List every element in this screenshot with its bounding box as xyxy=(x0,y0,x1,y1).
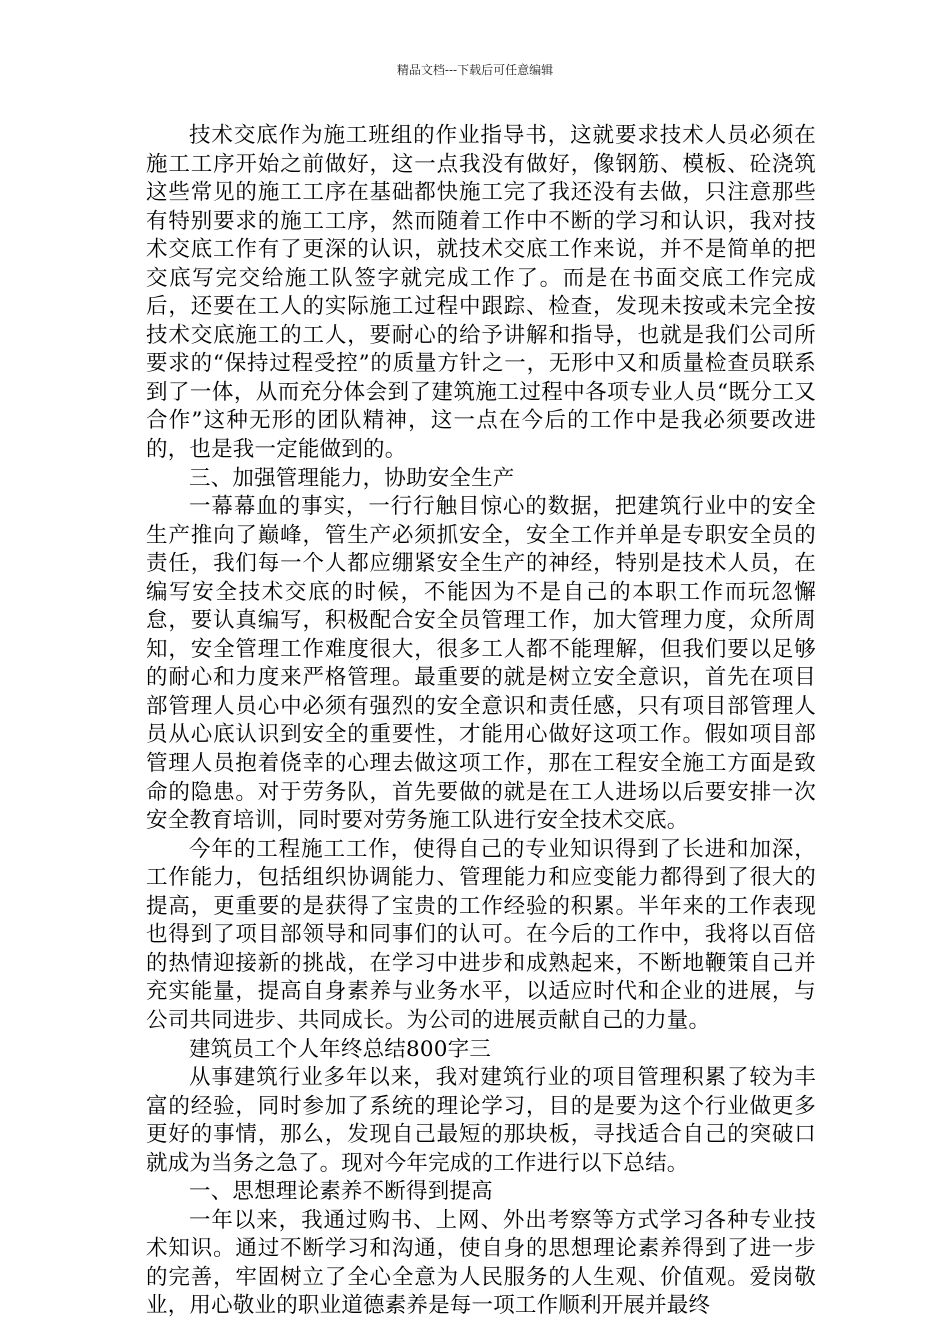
page-header: 精品文档---下载后可任意编辑 xyxy=(396,63,554,77)
paragraph-study-learning: 一年以来，我通过购书、上网、外出考察等方式学习各种专业技术知识。通过不断学习和沟通，使自身的思想理论素养得到了进一步的完善，牢固树立了全心全意为人民服务的人生观、价值观。爱岗敬业，用心敬业的职业道德素养是每一项工作顺利开展并最终 xyxy=(146,1207,816,1319)
paragraph-safety-production: 一幕幕血的事实，一行行触目惊心的数据，把建筑行业中的安全生产推向了巅峰，管生产必须抓安全，安全工作并单是专职安全员的责任，我们每一个人都应绷紧安全生产的神经，特别是技术人员，在编写安全技术交底的时候，不能因为不是自己的本职工作而玩忽懈怠，要认真编写，积极配合安全员管理工作，加大管理力度，众所周知，安全管理工作难度很大，很多工人都不能理解，但我们要以足够的耐心和力度来严格管理。最重要的就是树立安全意识，首先在项目部管理人员心中必须有强烈的安全意识和责任感，只有项目部管理人员从心底认识到安全的重要性，才能用心做好这项工作。假如项目部管理人员抱着侥幸的心理去做这项工作，那在工程安全施工方面是致命的隐患。对于劳务队，首先要做的就是在工人进场以后要安排一次安全教育培训，同时要对劳务施工队进行安全技术交底。 xyxy=(146,494,816,834)
document-body xyxy=(146,122,816,1321)
article-title-part-three: 建筑员工个人年终总结800字三 xyxy=(189,1036,492,1062)
paragraph-annual-work-summary: 今年的工程施工工作，使得自己的专业知识得到了长进和加深，工作能力，包括组织协调能力、管理能力和应变能力都得到了很大的提高，更重要的是获得了宝贵的工作经验的积累。半年来的工作表现也得到了项目部领导和同事们的认可。在今后的工作中，我将以百倍的热情迎接新的挑战，在学习中进步和成熟起来，不断地鞭策自己并充实能量，提高自身素养与业务水平，以适应时代和企业的进展，与公司共同进步、共同成长。为公司的进展贡献自己的力量。 xyxy=(146,836,816,1033)
paragraph-industry-experience: 从事建筑行业多年以来，我对建筑行业的项目管理积累了较为丰富的经验，同时参加了系统的理论学习，目的是要为这个行业做更多更好的事情，那么，发现自己最短的那块板，寻找适合自己的突破口就成为当务之急了。现对今年完成的工作进行以下总结。 xyxy=(146,1065,816,1176)
section-heading-theory-improvement: 一、思想理论素养不断得到提高 xyxy=(189,1179,493,1205)
paragraph-technical-briefing: 技术交底作为施工班组的作业指导书，这就要求技术人员必须在施工工序开始之前做好，这一点我没有做好，像钢筋、模板、砼浇筑这些常见的施工工序在基础都快施工完了我还没有去做，只注意那些有特别要求的施工工序，然而随着工作中不断的学习和认识，我对技术交底工作有了更深的认识，就技术交底工作来说，并不是简单的把交底写完交给施工队签字就完成工作了。而是在书面交底工作完成后，还要在工人的实际施工过程中跟踪、检查，发现未按或未完全按技术交底施工的工人，要耐心的给予讲解和指导，也就是我们公司所要求的“保持过程受控”的质量方针之一，无形中又和质量检查员联系到了一体，从而充分体会到了建筑施工过程中各项专业人员“既分工又合作”这种无形的团队精神，这一点在今后的工作中是我必须要改进的，也是我一定能做到的。 xyxy=(146,123,816,463)
section-heading-safety-management: 三、加强管理能力，协助安全生产 xyxy=(189,465,515,491)
